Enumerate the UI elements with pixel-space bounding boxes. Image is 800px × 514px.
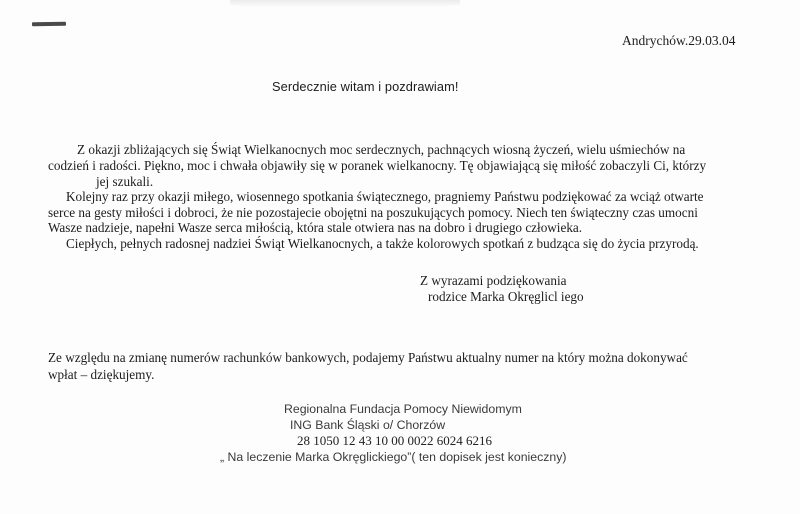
letter-date: Andrychów.29.03.04	[622, 33, 736, 48]
paragraph-1-line-3: jej szukali.	[96, 174, 154, 189]
paragraph-2-line-1: Kolejny raz przy okazji miłego, wiosennego spotkania świątecznego, pragniemy Państwu podziękować za wciąż otwarte	[66, 189, 704, 204]
account-note: „ Na leczenie Marka Okręglickiego”( ten dopisek jest konieczny)	[220, 450, 567, 464]
paragraph-2-line-2: serce na gesty miłości i dobroci, że nie pozostajecie obojętni na poszukujących pomocy. Niech ten świąteczny czas umocni	[48, 205, 698, 220]
letter-greeting: Serdecznie witam i pozdrawiam!	[272, 79, 459, 94]
scan-mark	[32, 22, 66, 27]
notice-line-1: Ze względu na zmianę numerów rachunków bankowych, podajemy Państwu aktualny numer na który można dokonywać	[48, 350, 688, 365]
paragraph-3: Ciepłych, pełnych radosnej nadziei Świąt Wielkanocnych, a także kolorowych spotkań z budząca się do życia przyrodą.	[66, 236, 699, 251]
account-organization: Regionalna Fundacja Pomocy Niewidomym	[284, 402, 522, 416]
paragraph-1-line-2: codzień i radości. Pięknо, moc i chwała objawiły się w poranek wielkanocny. Tę objawiającą się miłość zobaczyli Ci, którzy	[48, 158, 707, 173]
closing-line-1: Z wyrazami podziękowania	[420, 273, 567, 288]
closing-signature: rodzice Marka Okręglicl iego	[428, 289, 584, 304]
scan-smudge	[230, 0, 460, 8]
account-bank: ING Bank Śląski o/ Chorzów	[290, 418, 446, 432]
notice-line-2: wpłat – dziękujemy.	[48, 367, 155, 382]
paragraph-1-line-1: Z okazji zbliżających się Świąt Wielkanocnych moc serdecznych, pachnących wiosną życzeń, wielu uśmiechów na	[77, 142, 686, 157]
account-number: 28 1050 12 43 10 00 0022 6024 6216	[297, 433, 492, 448]
paragraph-2-line-3: Wasze nadzieje, napełni Wasze serca miłością, która stale otwiera nas na dobro i drugiego człowieka.	[48, 220, 583, 235]
